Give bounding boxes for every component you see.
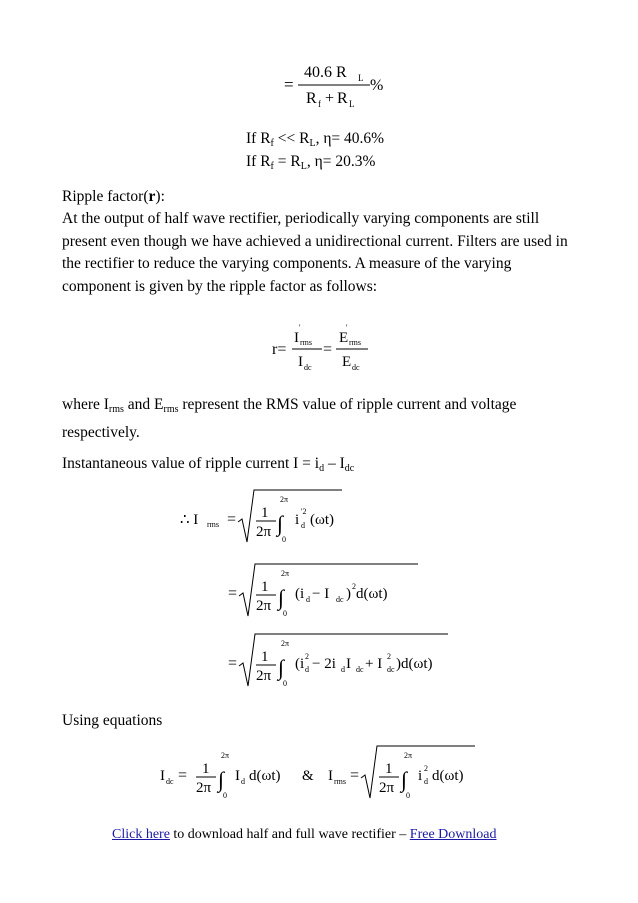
line2-mid: − I xyxy=(312,586,330,602)
idc-body-subscript: d xyxy=(241,777,245,786)
line3-sub-d-1: d xyxy=(305,665,309,674)
numerator-text: 40.6 R xyxy=(304,64,347,81)
upper-limit: 2π xyxy=(280,495,289,504)
line2-d-omega: d(ωt) xyxy=(356,586,388,602)
r-equals: r= xyxy=(272,341,287,358)
integral-sign-3: ∫ xyxy=(278,655,285,680)
idc-lhs: I xyxy=(160,768,165,784)
line3-c: I xyxy=(346,656,351,672)
two-pi-text: 2π xyxy=(256,524,272,540)
using-equations-label: Using equations xyxy=(62,712,163,729)
integral-line-3 xyxy=(228,630,458,690)
denominator-a: R xyxy=(306,90,317,107)
two-pi-text-4: 2π xyxy=(196,780,212,796)
line2-sub-d: d xyxy=(306,595,310,604)
equals-sign-5: = xyxy=(228,655,238,672)
one-text-4: 1 xyxy=(202,761,210,777)
den2-text: E xyxy=(342,354,352,370)
plus-sign: + xyxy=(325,90,335,107)
using-equations-formulas xyxy=(160,742,490,804)
therefore-irms: ∴ I xyxy=(180,512,199,528)
den2-subscript: dc xyxy=(352,363,360,372)
denominator-b-subscript: L xyxy=(349,99,355,109)
one-text: 1 xyxy=(261,505,269,521)
lower-limit-2: 0 xyxy=(283,609,287,618)
den1-subscript: dc xyxy=(304,363,312,372)
one-text-3: 1 xyxy=(261,649,269,665)
irms-tail: d(ωt) xyxy=(432,768,464,784)
line3-e: )d(ωt) xyxy=(396,656,433,672)
line2-tail: ) xyxy=(346,586,351,602)
equals-sign-3: = xyxy=(227,511,237,528)
click-here-link[interactable]: Click here xyxy=(112,827,170,842)
line1-body: i xyxy=(295,512,300,528)
ripple-factor-formula xyxy=(268,320,378,378)
integral-sign-5: ∫ xyxy=(401,767,408,792)
integral-sign: ∫ xyxy=(277,511,284,536)
irms-body-subscript: d xyxy=(424,777,428,786)
irms-body: i xyxy=(418,768,423,784)
numerator-subscript: L xyxy=(358,73,364,83)
line2-sub-dc: dc xyxy=(336,595,344,604)
equals-sign: = xyxy=(284,75,294,94)
idc-tail: d(ωt) xyxy=(249,768,281,784)
irms-lhs-subscript: rms xyxy=(334,777,346,786)
integral-sign-4: ∫ xyxy=(218,767,225,792)
denominator-a-subscript: f xyxy=(318,99,321,109)
line1-prime-sq: '2 xyxy=(301,507,307,516)
line2-body: (i xyxy=(295,586,305,602)
den1-text: I xyxy=(298,354,303,370)
two-pi-text-2: 2π xyxy=(256,598,272,614)
line3-sq-2: 2 xyxy=(387,652,391,661)
equals-sign-2: = xyxy=(323,341,333,358)
equals-sign-7: = xyxy=(350,767,360,784)
upper-limit-4: 2π xyxy=(221,751,230,760)
lower-limit-4: 0 xyxy=(223,791,227,800)
line3-sub-dc-1: dc xyxy=(356,665,364,674)
free-download-link[interactable]: Free Download xyxy=(409,827,497,842)
line3-a: (i xyxy=(295,656,305,672)
efficiency-formula xyxy=(270,55,400,115)
equals-sign-4: = xyxy=(228,585,238,602)
line3-sq-1: 2 xyxy=(305,652,309,661)
upper-limit-3: 2π xyxy=(281,639,290,648)
irms-subscript: rms xyxy=(207,520,219,529)
ripple-heading: Ripple factor(r): xyxy=(62,188,165,205)
lower-limit-5: 0 xyxy=(406,791,410,800)
num1-subscript: rms xyxy=(300,338,312,347)
footer-middle-text: to download half and full wave rectifier – xyxy=(169,827,410,842)
num2-prime: ' xyxy=(346,323,348,332)
integral-line-2 xyxy=(228,560,428,620)
two-pi-text-3: 2π xyxy=(256,668,272,684)
num2-text: E xyxy=(339,330,349,346)
condition-line-2: If $R_f = R_L$, η= 20.3% xyxy=(246,153,376,172)
integral-sign-2: ∫ xyxy=(278,585,285,610)
line1-paren: (ωt) xyxy=(310,512,335,528)
condition-line-1: If $R_f << R_L$, η= 40.6% xyxy=(246,130,385,149)
instantaneous-line: Instantaneous value of ripple current $I = i_d - I_{dc}$ xyxy=(62,455,355,474)
upper-limit-5: 2π xyxy=(404,751,413,760)
num1-prime: ' xyxy=(299,323,301,332)
line3-d: + I xyxy=(365,656,383,672)
denominator-b: R xyxy=(337,90,348,107)
line2-square: 2 xyxy=(352,582,356,591)
idc-body: I xyxy=(235,768,240,784)
irms-square: 2 xyxy=(424,764,428,773)
two-pi-text-5: 2π xyxy=(379,780,395,796)
equals-sign-6: = xyxy=(178,767,188,784)
idc-lhs-subscript: dc xyxy=(166,777,174,786)
line3-sub-dc-2: dc xyxy=(387,665,395,674)
num2-subscript: rms xyxy=(349,338,361,347)
footer-line xyxy=(112,826,496,844)
integral-line-1 xyxy=(180,486,360,548)
ampersand: & xyxy=(302,768,314,784)
line3-b: − 2i xyxy=(312,656,336,672)
one-text-2: 1 xyxy=(261,579,269,595)
one-text-5: 1 xyxy=(385,761,393,777)
where-paragraph: where $I_{rms}$ and $E_{rms}$ represent the RMS value of ripple current and voltage respectively. xyxy=(62,396,517,441)
percent-sign: % xyxy=(370,77,384,94)
line1-sub-d: d xyxy=(301,521,305,530)
line3-sub-d-2: d xyxy=(341,665,345,674)
lower-limit-3: 0 xyxy=(283,679,287,688)
num1-text: I xyxy=(294,330,299,346)
ripple-paragraph: At the output of half wave rectifier, periodically varying components are still present even though we have achieved a unidirectional current. Filters are used in the rectifier to reduce the varying components. A measure of the varying component is given by the ripple factor as follows: xyxy=(62,210,568,295)
lower-limit: 0 xyxy=(282,535,286,544)
upper-limit-2: 2π xyxy=(281,569,290,578)
irms-lhs: I xyxy=(328,768,333,784)
